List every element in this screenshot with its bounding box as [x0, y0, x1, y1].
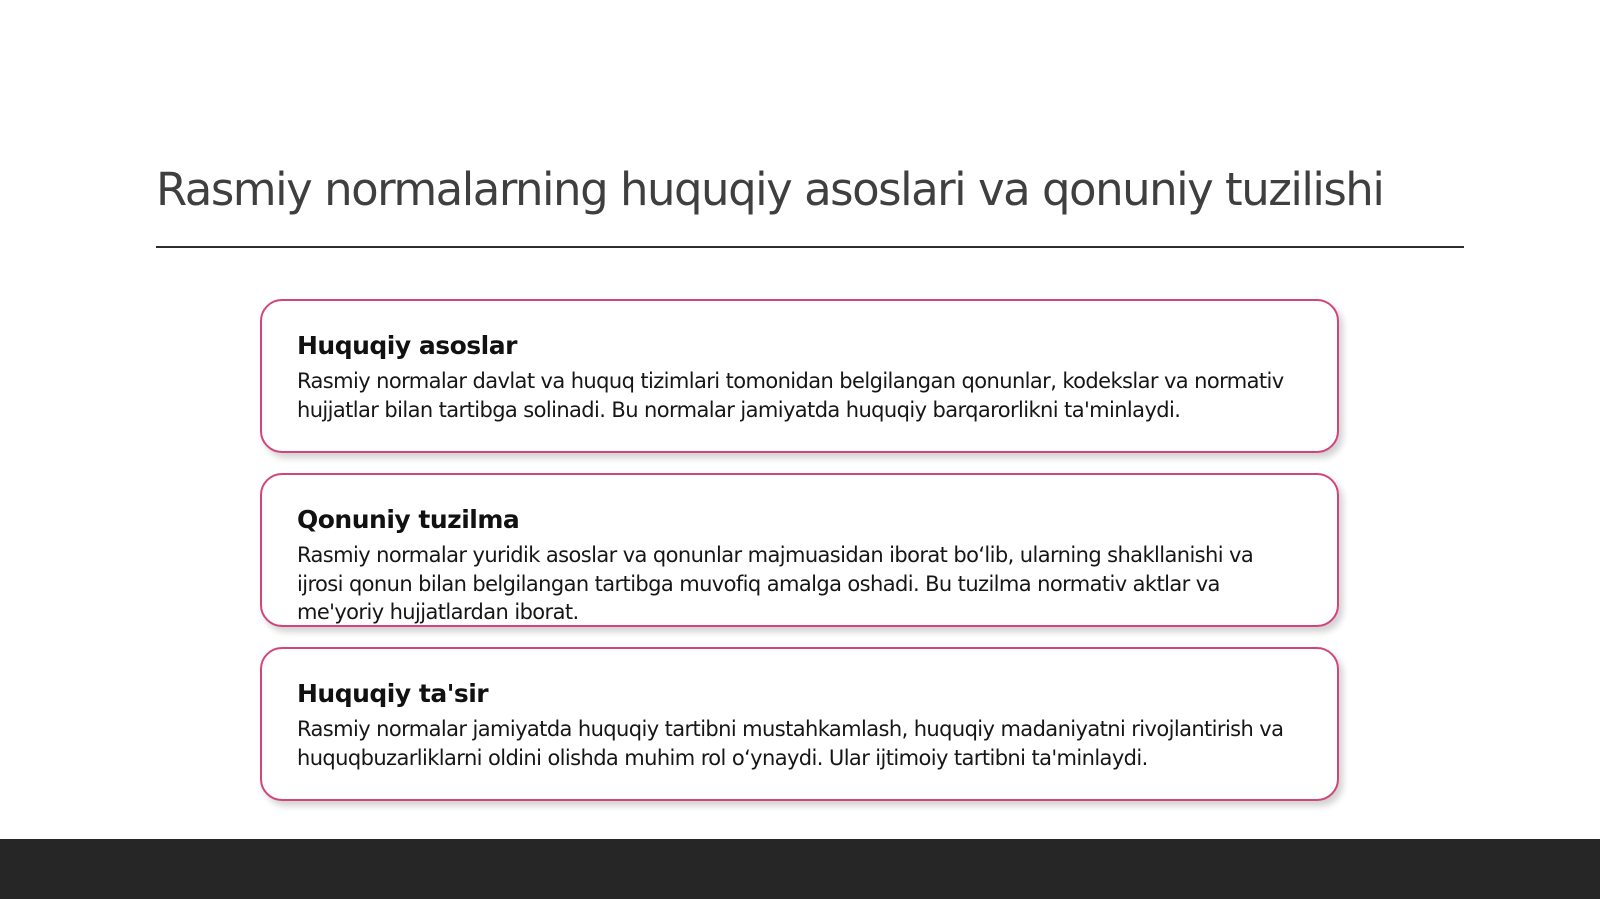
- card-heading: Qonuniy tuzilma: [297, 505, 520, 534]
- card-body: Rasmiy normalar jamiyatda huquqiy tartibni mustahkamlash, huquqiy madaniyatni rivojlantirish va huquqbuzarliklarni oldini olishda muhim rol o‘ynaydi. Ular ijtimoiy tartibni ta'minlaydi.: [297, 717, 1284, 770]
- card-qonuniy-tuzilma: [260, 473, 1339, 627]
- slide-title: Rasmiy normalarning huquqiy asoslari va qonuniy tuzilishi: [156, 163, 1384, 216]
- card-heading: Huquqiy ta'sir: [297, 679, 489, 708]
- title-divider: [156, 246, 1464, 248]
- footer-bar: [0, 839, 1600, 899]
- card-heading: Huquqiy asoslar: [297, 331, 517, 360]
- card-huquqiy-tasir: [260, 647, 1339, 801]
- card-huquqiy-asoslar: [260, 299, 1339, 453]
- card-body: Rasmiy normalar yuridik asoslar va qonunlar majmuasidan iborat bo‘lib, ularning shakllanishi va ijrosi qonun bilan belgilangan tartibga muvofiq amalga oshadi. Bu tuzilma normativ aktlar va me'yoriy hujjatlardan iborat.: [297, 543, 1254, 624]
- card-body: Rasmiy normalar davlat va huquq tizimlari tomonidan belgilangan qonunlar, kodekslar va normativ hujjatlar bilan tartibga solinadi. Bu normalar jamiyatda huquqiy barqarorlikni ta'minlaydi.: [297, 369, 1284, 422]
